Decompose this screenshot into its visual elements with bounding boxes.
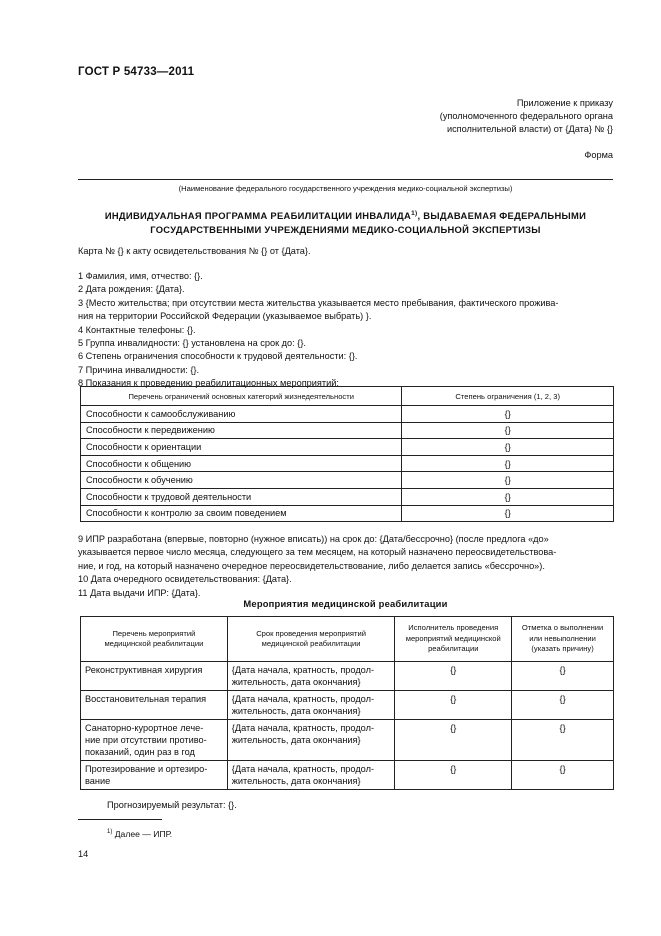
title-line2: ГОСУДАРСТВЕННЫМИ УЧРЕЖДЕНИЯМИ МЕДИКО-СОЦИАЛЬНОЙ ЭКСПЕРТИЗЫ [150, 224, 541, 236]
list-item: 3 {Место жительства; при отсутствии места жительства указывается место пребывания, фактического прожива- [78, 297, 559, 308]
document-code: ГОСТ Р 54733—2011 [78, 66, 195, 78]
card-line: Карта № {} к акту освидетельствования № {} от {Дата}. [78, 246, 311, 256]
table-cell: {} [395, 662, 512, 691]
paragraph-line: ние, и год, на который назначено очередное переосвидетельствование, либо делается запись «бессрочно»). [78, 560, 545, 571]
table-row [81, 662, 614, 691]
paragraph-line: 9 ИПР разработана (впервые, повторно (нужное вписать)) на срок до: {Дата/бессрочно} (после предлога «до» [78, 534, 549, 544]
table-header: Исполнитель проведения мероприятий медицинской реабилитации [395, 617, 512, 662]
table-header: Перечень ограничений основных категорий жизнедеятельности [81, 387, 402, 406]
table-row [81, 422, 614, 439]
list-item: 1 Фамилия, имя, отчество: {}. [78, 271, 203, 281]
table-cell: {} [395, 720, 512, 761]
table-cell: {} [512, 691, 614, 720]
appendix-line: (уполномоченного федерального органа [439, 111, 613, 121]
table-header: Срок проведения мероприятий медицинской реабилитации [227, 617, 395, 662]
table-row [81, 472, 614, 489]
table-cell: {Дата начала, кратность, продол- жительность, дата окончания} [227, 761, 395, 790]
table-cell: Способности к ориентации [81, 439, 402, 456]
table-cell: {} [512, 720, 614, 761]
table-cell: Способности к самообслуживанию [81, 406, 402, 423]
paragraph-line: 10 Дата очередного освидетельствования: {Дата}. [78, 574, 292, 585]
table-cell: {} [512, 662, 614, 691]
form-label: Форма [584, 150, 613, 160]
list-item: 6 Степень ограничения способности к трудовой деятельности: {}. [78, 351, 358, 362]
organization-name-line [78, 179, 613, 180]
list-item: 4 Контактные телефоны: {}. [78, 324, 196, 335]
table-cell: Реконструктивная хирургия [81, 662, 228, 691]
list-item: ния на территории Российской Федерации (указываемое выбрать) }. [78, 311, 372, 322]
paragraph-line: указывается первое число месяца, следующего за тем месяцем, на который назначено переосвидетельствова- [78, 547, 557, 558]
table-cell: {Дата начала, кратность, продол- жительность, дата окончания} [227, 720, 395, 761]
table-row [81, 455, 614, 472]
table-header: Степень ограничения (1, 2, 3) [402, 387, 614, 406]
title-footnote-mark: 1) [411, 210, 418, 217]
page-number: 14 [78, 849, 89, 859]
footnote [107, 829, 172, 839]
list-item: 5 Группа инвалидности: {} установлена на срок до: {}. [78, 338, 306, 349]
document-title [78, 207, 613, 237]
table-cell: {} [512, 761, 614, 790]
table-cell: {} [402, 422, 614, 439]
medical-rehab-table [80, 616, 614, 790]
table-cell: Санаторно-курортное лече- ние при отсутствии противо- показаний, один раз в год [81, 720, 228, 761]
table-cell: Способности к общению [81, 455, 402, 472]
table-cell: Способности к контролю за своим поведением [81, 505, 402, 522]
list-item: 2 Дата рождения: {Дата}. [78, 284, 185, 295]
title-line1b: , ВЫДАВАЕМАЯ ФЕДЕРАЛЬНЫМИ [417, 210, 587, 222]
table-cell: {} [402, 505, 614, 522]
table-row [81, 691, 614, 720]
footnote-separator [78, 819, 162, 820]
paragraph-line: 11 Дата выдачи ИПР: {Дата}. [78, 587, 201, 598]
appendix-line: исполнительной власти) от {Дата} № {} [446, 124, 613, 134]
footnote-text: Далее — ИПР. [112, 829, 173, 839]
table-cell: Способности к трудовой деятельности [81, 488, 402, 505]
table-cell: Восстановительная терапия [81, 691, 228, 720]
table-row [81, 761, 614, 790]
table-cell: Способности к передвижению [81, 422, 402, 439]
table-cell: {} [402, 472, 614, 489]
table-cell: {} [402, 455, 614, 472]
table-cell: {} [402, 406, 614, 423]
table-cell: Способности к обучению [81, 472, 402, 489]
items-list [78, 270, 613, 391]
footnote-mark: 1) [107, 829, 113, 836]
table-cell: {Дата начала, кратность, продол- жительность, дата окончания} [227, 691, 395, 720]
table-row [81, 439, 614, 456]
appendix-reference [440, 97, 613, 136]
table-cell: {} [395, 691, 512, 720]
table-row [81, 505, 614, 522]
table-cell: {} [402, 488, 614, 505]
organization-caption: (Наименование федерального государственного учреждения медико-социальной экспертизы) [178, 184, 513, 193]
appendix-line: Приложение к приказу [516, 98, 613, 108]
medical-rehab-title: Мероприятия медицинской реабилитации [243, 598, 448, 609]
table-cell: {} [395, 761, 512, 790]
list-item: 7 Причина инвалидности: {}. [78, 364, 200, 375]
table-row [81, 488, 614, 505]
title-line1a: ИНДИВИДУАЛЬНАЯ ПРОГРАММА РЕАБИЛИТАЦИИ ИНВАЛИДА [104, 210, 412, 222]
table-header: Отметка о выполнении или невыполнении (указать причину) [512, 617, 614, 662]
list-item: 8 Показания к проведению реабилитационных мероприятий: [78, 378, 339, 389]
table-header: Перечень мероприятий медицинской реабилитации [81, 617, 228, 662]
table-cell: Протезирование и ортезиро- вание [81, 761, 228, 790]
forecast-result: Прогнозируемый результат: {}. [107, 800, 237, 810]
table-cell: {} [402, 439, 614, 456]
items-9-11 [78, 533, 613, 600]
limitations-table [80, 386, 614, 522]
table-row [81, 406, 614, 423]
table-row [81, 720, 614, 761]
table-cell: {Дата начала, кратность, продол- жительность, дата окончания} [227, 662, 395, 691]
